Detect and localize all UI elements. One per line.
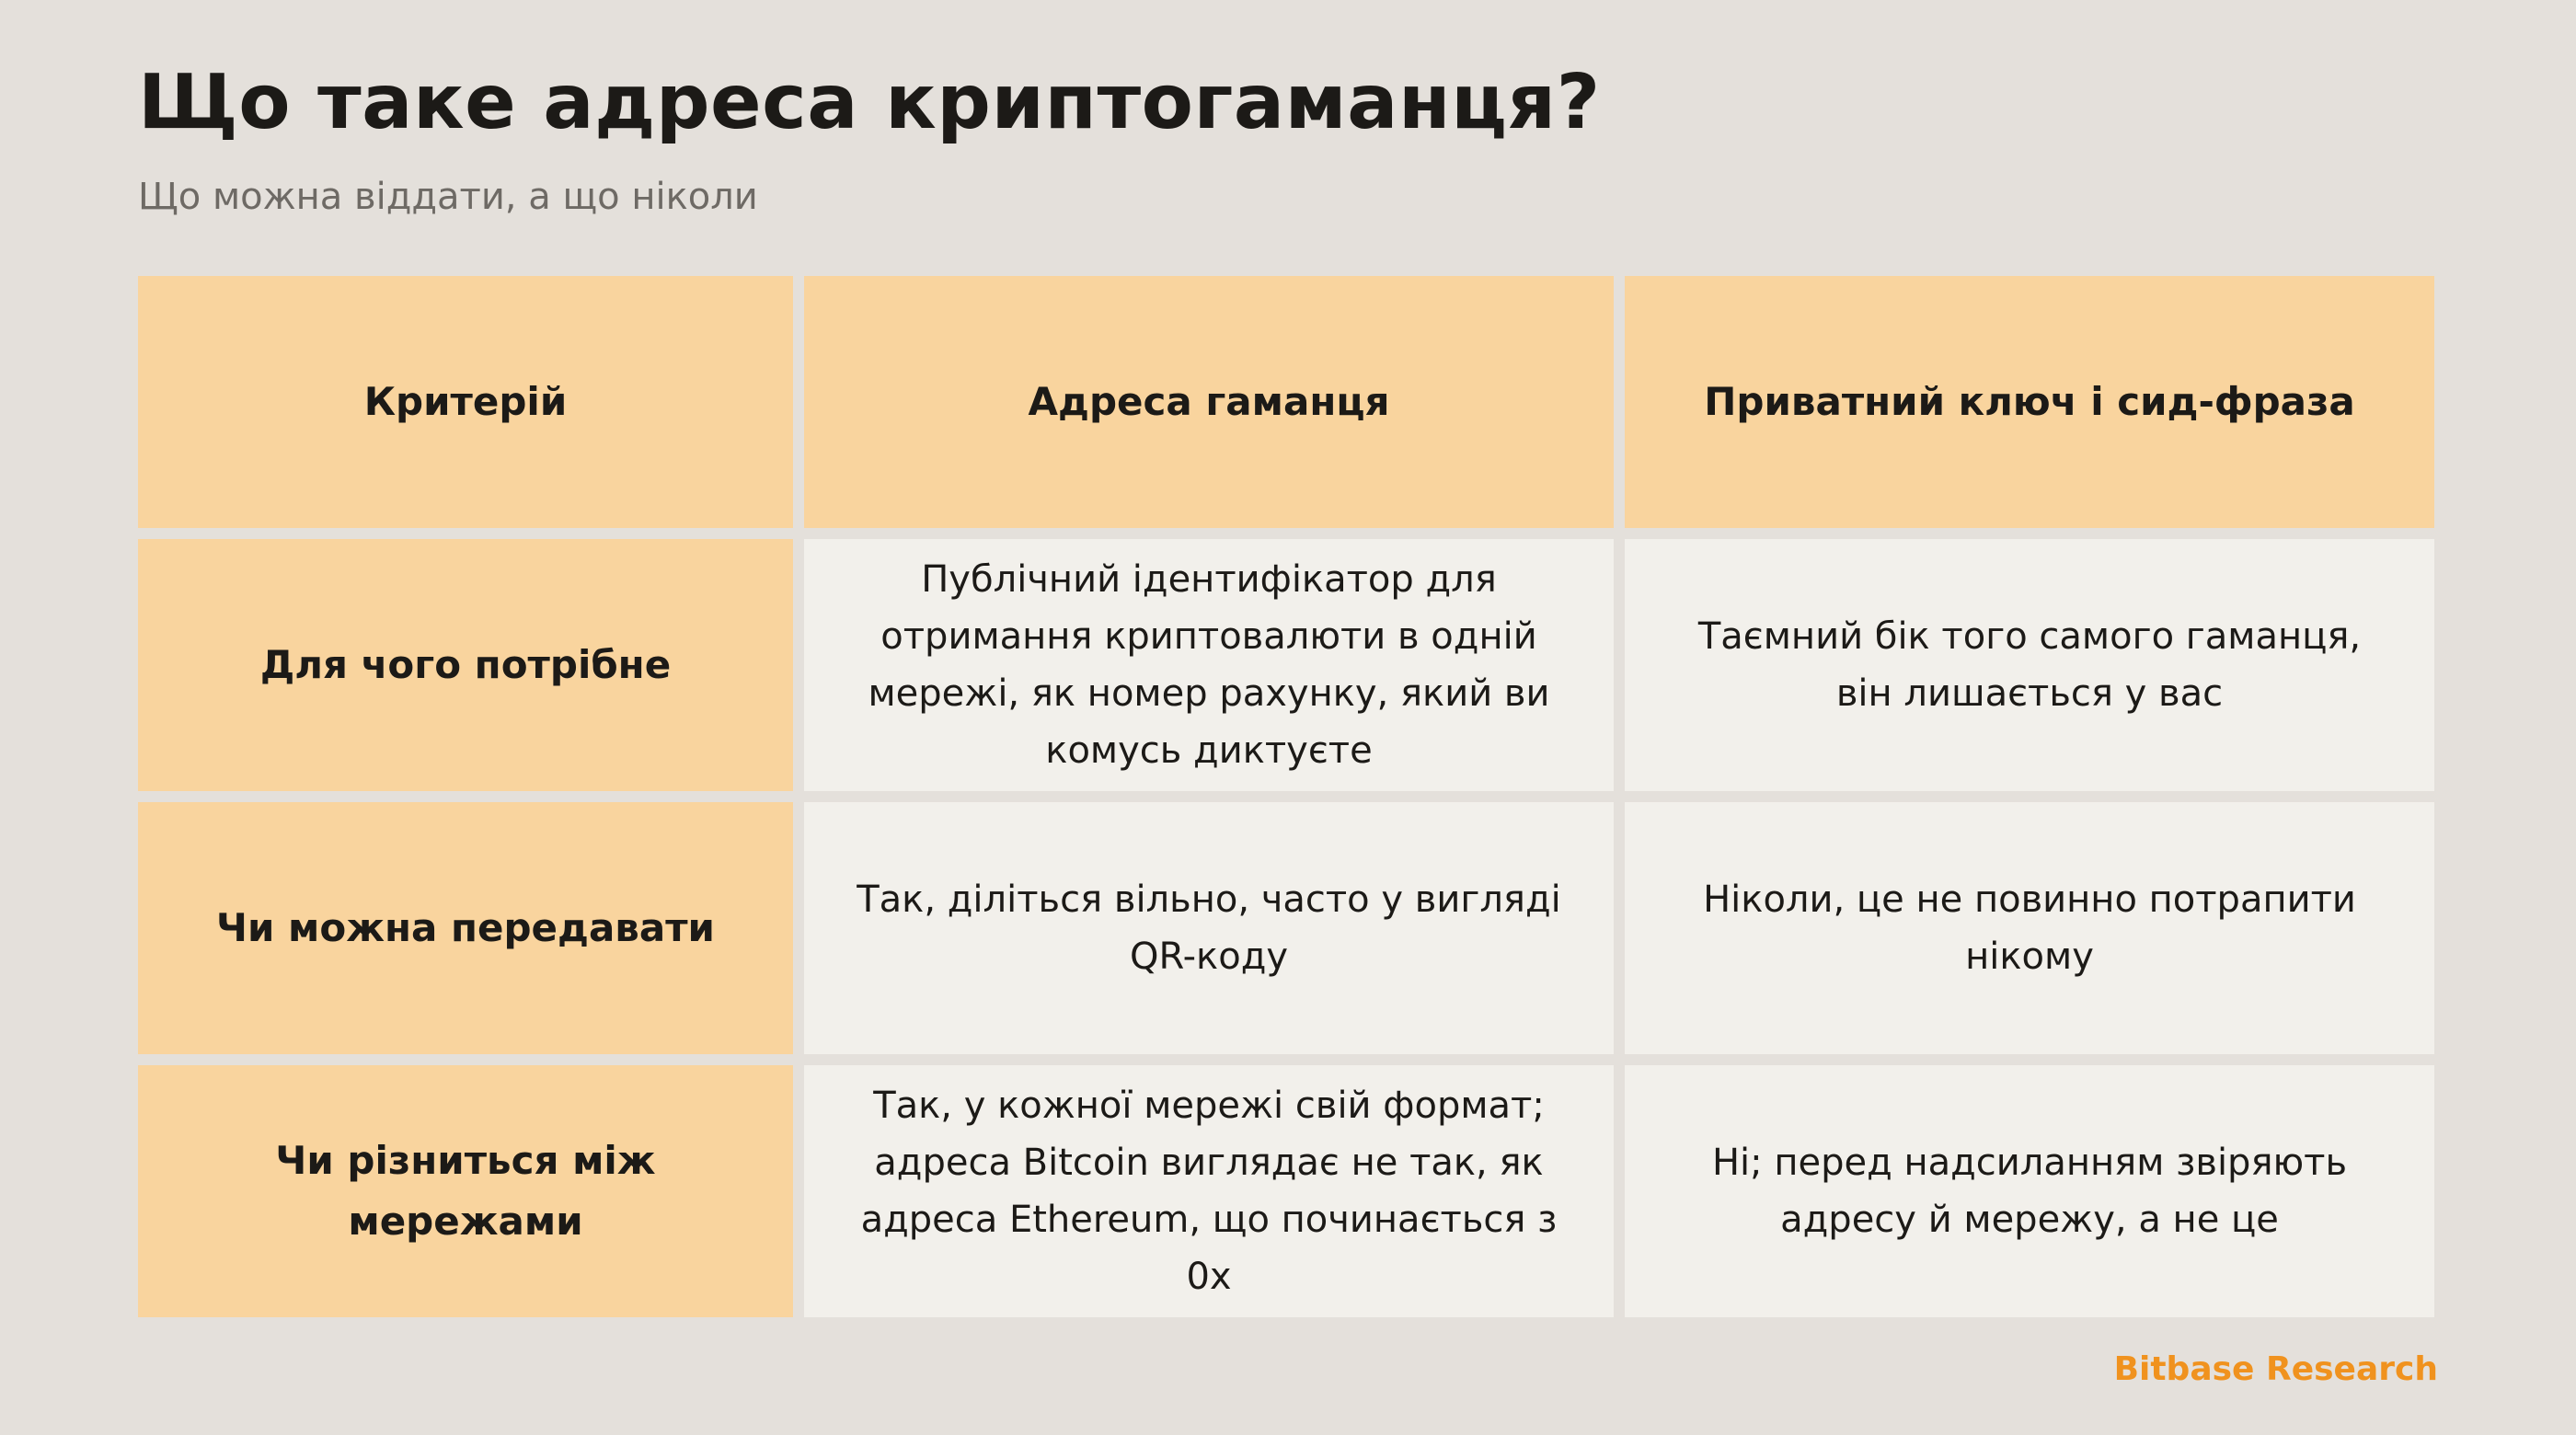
- page-title: Що таке адреса криптогаманця?: [138, 59, 1601, 146]
- brand-label: Bitbase Research: [2113, 1350, 2438, 1388]
- cell-address-sharing: Так, діліться вільно, часто у вигляді QR-коду: [804, 802, 1614, 1054]
- cell-private-key-sharing: Ніколи, це не повинно потрапити нікому: [1625, 802, 2434, 1054]
- cell-private-key-networks: Ні; перед надсиланням звіряють адресу й мережу, а не це: [1625, 1065, 2434, 1317]
- cell-address-purpose: Публічний ідентифікатор для отримання криптовалюти в одній мережі, як номер рахунку, який ви комусь диктуєте: [804, 539, 1614, 791]
- column-header-criterion: Критерій: [138, 276, 793, 528]
- column-header-private-key: Приватний ключ і сид-фраза: [1625, 276, 2434, 528]
- column-header-address: Адреса гаманця: [804, 276, 1614, 528]
- cell-private-key-purpose: Таємний бік того самого гаманця, він лишається у вас: [1625, 539, 2434, 791]
- page-subtitle: Що можна віддати, а що ніколи: [138, 176, 758, 218]
- comparison-table: [138, 276, 2438, 1319]
- row-criterion-sharing: Чи можна передавати: [138, 802, 793, 1054]
- row-criterion-networks: Чи різниться між мережами: [138, 1065, 793, 1317]
- row-criterion-purpose: Для чого потрібне: [138, 539, 793, 791]
- cell-address-networks: Так, у кожної мережі свій формат; адреса Bitcoin виглядає не так, як адреса Ethereum, що починається з 0x: [804, 1065, 1614, 1317]
